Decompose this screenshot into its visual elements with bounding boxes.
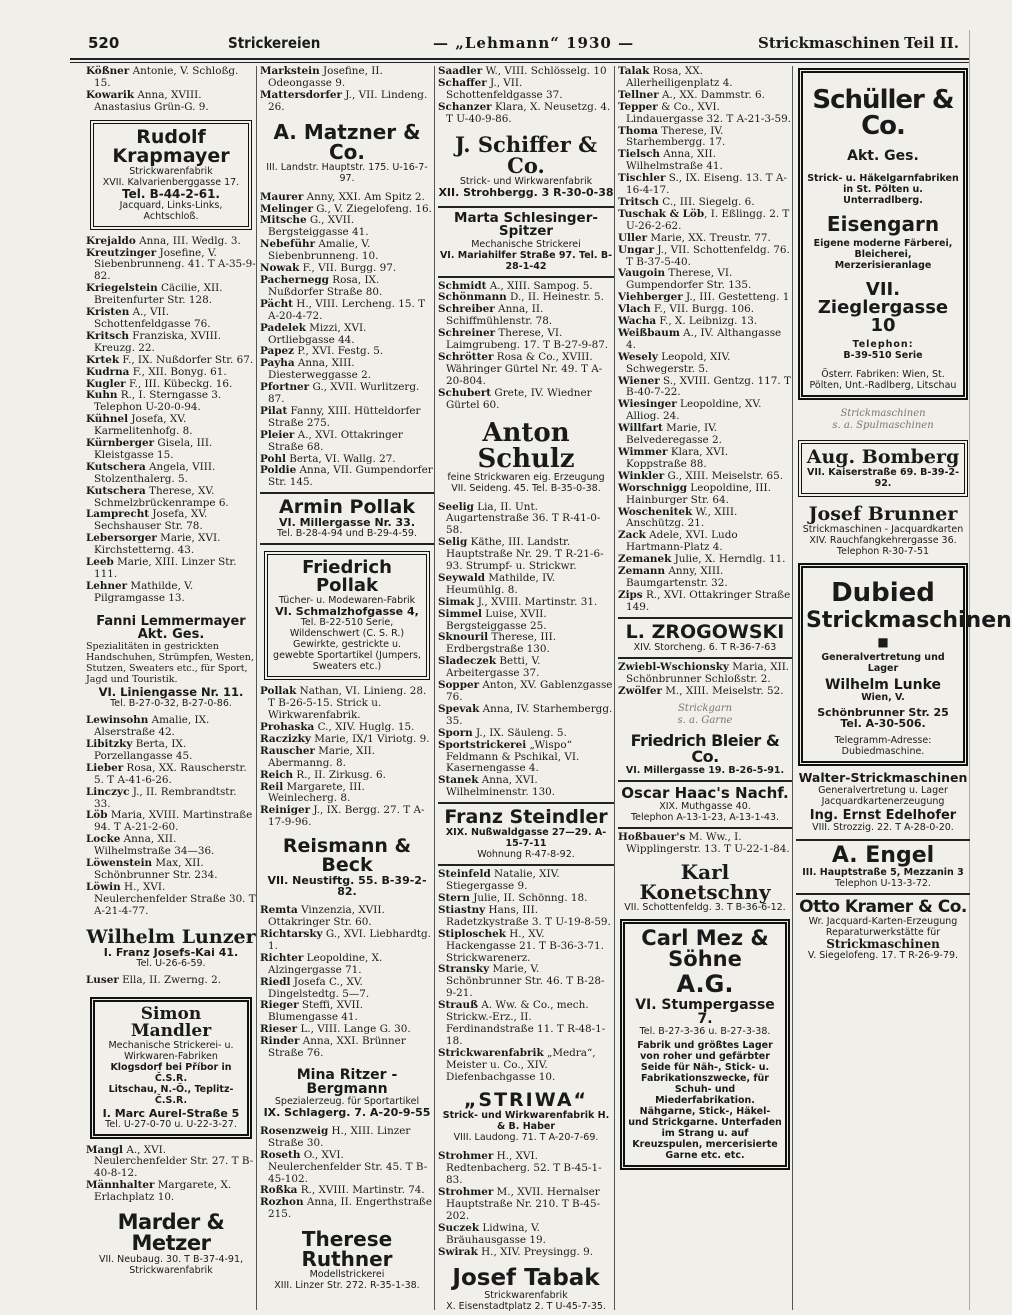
list-item: Weißbaum A., IV. Althangasse 4.	[618, 326, 782, 351]
ad-mandler: Simon Mandler Mechanische Strickerei- u. Wirkwaren-Fabriken Klogsdorf bei Příbor in Č.S.R. Litschau, N.-Ö., Teplitz-Č.S.R. I. Marc Aurel-Straße 5 Tel. U-27-0-70 u. U-22-3-27.	[90, 997, 252, 1139]
list-item: Strohmer M., XVII. Hernalser Hauptstraße Nr. 210. T B-45-202.	[438, 1186, 601, 1222]
ad-marder-metzer: Marder & Metzer VII. Neubaug. 30. T B-37-4-91, Strickwarenfabrik	[98, 1210, 244, 1277]
list-item: Wesely Leopold, XIV. Schwegerstr. 5.	[618, 350, 731, 375]
list-item: Payha Anna, XIII. Diesterweggasse 2.	[260, 357, 371, 382]
divider	[796, 839, 970, 841]
page-number: 520	[88, 34, 120, 52]
ad-bleier: Friedrich Bleier & Co. VI. Millergasse 19. B-26-5-91.	[625, 731, 785, 777]
list-item: Pilat Fanny, XIII. Hütteldorfer Straße 275.	[260, 404, 421, 429]
list-item: Vlach F., VII. Burgg. 106.	[618, 303, 755, 316]
list-item: Rosenzweig H., XIII. Linzer Straße 30.	[260, 1124, 411, 1149]
list-item: Vaugoin Therese, VI. Gumpendorfer Str. 135.	[618, 267, 752, 292]
list-item: Remta Vinzenzia, XVII. Ottakringer Str. 60.	[260, 904, 385, 929]
ad-haac: Oscar Haac's Nachf. XIX. Muthgasse 40. Telephon A-13-1-23, A-13-1-43.	[621, 784, 789, 824]
list-item: Seelig Lia, II. Unt. Augartenstraße 36. T R-41-0-58.	[438, 500, 601, 537]
list-item: Suczek Lidwina, V. Bräuhausgasse 19.	[438, 1221, 546, 1246]
list-item: Rauscher Marie, XII. Abermanng. 8.	[260, 744, 376, 769]
list-item: Zemann Anny, XIII. Baumgartenstr. 32.	[618, 565, 728, 589]
list-item: Schubert Grete, IV. Wiedner Gürtel 60.	[438, 386, 592, 411]
list-item: Zemanek Julie, X. Herndlg. 11.	[618, 553, 786, 566]
ad-zrogowski: L. ZROGOWSKI XIV. Storcheng. 6. T R-36-7-63	[625, 620, 785, 653]
list-item: Tuschak & Löb, I. Eßlingg. 2. T U-26-2-62.	[618, 207, 790, 232]
ad-ruthner: Therese Ruthner Modellstrickerei XIII. Linzer Str. 272. R-35-1-38.	[274, 1227, 420, 1292]
cross-reference: Strickgarn s. a. Garne	[677, 703, 733, 727]
ad-bomberg: Aug. Bomberg VII. Kaiserstraße 69. B-39-2-92.	[798, 440, 968, 497]
divider	[438, 276, 614, 278]
list-item: Kreutzinger Josefine, V. Siebenbrunneng. 41. T A-35-9-82.	[86, 246, 256, 283]
list-item: Stransky Marie, V. Schönbrunner Str. 46. T B-28-9-21.	[438, 963, 605, 1000]
list-item: Simmel Luise, XVII. Bergsteiggasse 25.	[438, 607, 547, 632]
list-item: Tritsch C., III. Siegelg. 6.	[618, 195, 755, 208]
column-1	[86, 66, 256, 1310]
ad-kramer: Otto Kramer & Co. Wr. Jacquard-Karten-Erzeugung Reparaturwerkstätte für Strickmaschinen V. Siegelofeng. 17. T R-26-9-79.	[799, 896, 967, 961]
list-item: Schreiner Therese, VI. Laimgrubeng. 17. T B-27-9-87.	[438, 327, 609, 352]
directory-page	[70, 30, 1012, 1312]
list-item: Locke Anna, XII. Wilhelmstraße 34—36.	[86, 833, 215, 858]
list-item: Mitsche G., XVII. Bergsteiggasse 41.	[260, 214, 369, 239]
list-item: Sopper Anton, XV. Gablenzgasse 76.	[438, 679, 613, 703]
list-item: Strohmer H., XVI. Redtenbacherg. 52. T B-45-1-83.	[438, 1150, 602, 1187]
list-item: Ungar J., VII. Schottenfeldg. 76. T B-37-5-40.	[618, 243, 790, 268]
ad-matzner: A. Matzner & Co. III. Landstr. Hauptstr. 175. U-16-7-97.	[266, 119, 428, 184]
list-item: Padelek Mizzi, XVI. Ortliebgasse 44.	[260, 321, 367, 346]
list-item: Mattersdorfer J., VII. Lindeng. 26.	[260, 88, 428, 113]
ad-lemmermayer: Fanni Lemmermayer Akt. Ges. Spezialitäten in gestrickten Handschuhen, Strümpfen, Westen, Stutzen, Sweaters etc., für Sport, Jagd und Touristik. VI. Liniengasse Nr. 11. Tel. B-27-0-32, B-27-0-86.	[86, 613, 254, 710]
list-item: Poldie Anna, VII. Gumpendorfer Str. 145.	[260, 464, 433, 489]
list-item: Thoma Therese, IV. Starhembergg. 17.	[618, 124, 726, 149]
list-item: Luser Ella, II. Zwerng. 2.	[86, 973, 222, 986]
list-item: Markstein Josefine, II. Odeongasse 9.	[260, 65, 383, 89]
list-item: Kutschera Therese, XV. Schmelzbrückenrampe 6.	[86, 484, 229, 509]
list-item: Viehberger J., III. Gestetteng. 1	[618, 291, 790, 304]
list-item: Hoßbauer's M. Ww., I. Wipplingerstr. 13. T U-22-1-84.	[618, 831, 790, 856]
ad-konetschny: Karl Konetschny VII. Schottenfeldg. 3. T B-36-6-12.	[624, 860, 786, 914]
list-item: Uller Marie, XX. Treustr. 77.	[618, 231, 771, 244]
page-header	[88, 34, 964, 58]
list-item: Rieser L., VIII. Lange G. 30.	[260, 1023, 411, 1036]
list-item: Pleier A., XVI. Ottakringer Straße 68.	[260, 428, 403, 453]
column-2	[256, 66, 434, 1310]
list-item: Zips R., XVI. Ottakringer Straße 149.	[618, 588, 791, 613]
column-5	[792, 66, 1012, 1310]
list-item: Sknouril Therese, III. Erdbergstraße 130.	[438, 631, 557, 656]
list-item: Löwin H., XVI. Neulerchenfelder Straße 30. T A-21-4-77.	[86, 880, 256, 917]
list-item: Linczyc J., II. Rembrandtstr. 33.	[86, 785, 237, 810]
divider	[438, 802, 614, 804]
list-item: Kugler F., III. Kübeckg. 16.	[86, 377, 233, 390]
ad-mez: Carl Mez & Söhne A.G. VI. Stumpergasse 7. Tel. B-27-3-36 u. B-27-3-38. Fabrik und größtes Lager von roher und gefärbter Seide für Näh-, Stick- u. Fabrikationszwecke, für Schuh- und Miederfabrikation. Nähgarne, Stick-, Häkel- und Strickgarne. Unterfaden im Strang u. auf Kreuzspulen, mercerisierte Garne etc. etc.	[620, 919, 790, 1170]
list-item: Richter Leopoldine, X. Alzingergasse 71.	[260, 951, 383, 976]
list-item: Kristen A., VII. Schottenfeldgasse 76.	[86, 306, 211, 330]
list-item: Tielsch Anna, XII. Wilhelmstraße 41.	[618, 148, 723, 173]
ad-schlesinger: Marta Schlesinger-Spitzer Mechanische Strickerei VI. Mariahilfer Straße 97. Tel. B-28-1-42	[439, 209, 613, 272]
list-item: Seywald Mathilde, IV. Heumühlg. 8.	[438, 571, 556, 596]
divider	[260, 492, 434, 494]
ad-armin-pollak: Armin Pollak VI. Millergasse Nr. 33. Tel. B-28-4-94 und B-29-4-59.	[277, 496, 417, 540]
list-item: Löwenstein Max, XII. Schönbrunner Str. 234.	[86, 857, 218, 881]
ad-friedrich-pollak: Friedrich Pollak Tücher- u. Modewaren-Fabrik VI. Schmalzhofgasse 4, Tel. B-22-510 Serie, Wildenschwert (C. S. R.) Gewirkte, gestrickte u. gewebte Sportartikel (Jumpers, Sweaters etc.)	[264, 551, 430, 680]
list-item: Strauß A. Ww. & Co., mech. Strickw.-Erz., II. Ferdinandstraße 11. T R-48-1-18.	[438, 999, 606, 1047]
list-item: Prohaska C., XIV. Huglg. 15.	[260, 721, 415, 733]
list-item: Zwölfer M., XIII. Meiselstr. 52.	[618, 684, 784, 697]
list-item: Rinder Anna, XXI. Brünner Straße 76.	[260, 1035, 406, 1060]
list-item: Männhalter Margarete, X. Erlachplatz 10.	[86, 1179, 232, 1204]
list-item: Saadler W., VIII. Schlösselg. 10	[438, 65, 607, 77]
category-heading: Strickereien	[228, 34, 321, 52]
list-item: Pächt H., VIII. Lercheng. 15. T A-20-4-72.	[260, 297, 426, 322]
list-item: Kutschera Angela, VIII. Stolzenthalerg. 5.	[86, 460, 216, 485]
list-item: Roßka R., XVIII. Martinstr. 74.	[260, 1184, 425, 1197]
list-item: Selig Käthe, III. Landstr. Hauptstraße Nr. 29. T R-21-6-93. Strumpf- u. Strickwr.	[438, 536, 604, 573]
divider	[618, 657, 792, 659]
ad-anton-schulz: Anton Schulz feine Strickwaren eig. Erzeugung VII. Seideng. 45. Tel. B-35-0-38.	[447, 417, 605, 494]
list-item: Reich R., II. Zirkusg. 6.	[260, 768, 386, 781]
list-item: Krtek F., IX. Nußdorfer Str. 67.	[86, 353, 254, 366]
directory-title: — „Lehmann“ 1930 —	[433, 34, 635, 52]
ad-steindler: Franz Steindler XIX. Nußwaldgasse 27—29. A-15-7-11 Wohnung R-47-8-92.	[444, 806, 608, 861]
list-item: Wiener S., XVIII. Gentzg. 117. T B-40-7-22.	[618, 374, 791, 399]
list-item: Nebeführ Amalie, V. Siebenbrunneng. 10.	[260, 238, 379, 263]
list-item: Simak J., XVIII. Martinstr. 31.	[438, 595, 598, 608]
ad-striwa: „STRIWA“ Strick- und Wirkwarenfabrik H. & B. Haber VIII. Laudong. 71. T A-20-7-69.	[442, 1089, 610, 1144]
list-item: Kürnberger Gisela, III. Kleistgasse 15.	[86, 437, 213, 461]
list-item: Steinfeld Natalie, XIV. Stiegergasse 9.	[438, 868, 560, 893]
list-item: Stanek Anna, XVI. Wilhelminenstr. 130.	[438, 774, 556, 799]
list-item: Kowarik Anna, XVIII. Anastasius Grün-G. 9.	[86, 88, 209, 113]
list-item: Lieber Rosa, XX. Rauscherstr. 5. T A-41-6-26.	[86, 761, 247, 786]
list-item: Tischler S., IX. Eiseng. 13. T A-16-4-17.	[618, 172, 787, 197]
list-item: Mangl A., XVI. Neulerchenfelder Str. 27. T B-40-8-12.	[86, 1143, 254, 1180]
list-item: Wimmer Klara, XVI. Koppstraße 88.	[618, 446, 729, 470]
list-item: Willfart Marie, IV. Belvederegasse 2.	[618, 422, 722, 447]
list-item: Lamprecht Josefa, XV. Sechshauser Str. 78.	[86, 508, 208, 533]
list-item: Reiniger J., IX. Bergg. 27. T A-17-9-96.	[260, 804, 425, 829]
list-item: Spevak Anna, IV. Starhembergg. 35.	[438, 702, 613, 727]
list-item: Reil Margarete, III. Weinlecherg. 8.	[260, 780, 365, 805]
list-item: Schreiber Anna, II. Schiffmühlenstr. 78.	[438, 303, 553, 328]
square-bullet-icon: ■	[877, 635, 889, 649]
list-item: Zwiebl-Wschionsky Maria, XII. Schönbrunner Schloßstr. 2.	[618, 660, 790, 685]
list-item: Kritsch Franziska, XVIII. Kreuzg. 22.	[86, 329, 222, 354]
ad-schueller: Schüller & Co. Akt. Ges. Strick- u. Häkelgarnfabriken in St. Pölten u. Unterradlberg. Eisengarn Eigene moderne Färberei, Bleicherei, Merzerisieranlage VII. Zieglergasse 10 Telephon: B-39-510 Serie Österr. Fabriken: Wien, St. Pölten, Unt.-Radlberg, Litschau	[798, 68, 968, 400]
ad-reismann-beck: Reismann & Beck VII. Neustiftg. 55. B-39-2-82.	[267, 835, 427, 899]
list-item: Pohl Berta, VI. Wallg. 27.	[260, 452, 396, 465]
list-item: Swirak H., XIV. Preysingg. 9.	[438, 1245, 594, 1258]
column-3	[434, 66, 614, 1310]
list-item: Talak Rosa, XX. Allerheiligenplatz 4.	[618, 65, 733, 89]
divider	[260, 543, 434, 545]
list-item: Schanzer Klara, X. Neusetzg. 4. T U-40-9-86.	[438, 100, 611, 125]
list-item: Wacha F., X. Leibnizg. 13.	[618, 315, 758, 328]
list-item: Nowak F., VII. Burgg. 97.	[260, 262, 397, 275]
list-item: Schmidt A., XIII. Sampog. 5.	[438, 279, 593, 292]
ad-krapmayer: Rudolf Krapmayer Strickwarenfabrik XVII. Kalvarienberggasse 17. Tel. B-44-2-61. Jacquard, Links-Links, Achtschloß.	[90, 120, 252, 230]
ad-ritzer-bergmann: Mina Ritzer - Bergmann Spezialerzeug. für Sportartikel IX. Schlagerg. 7. A-20-9-55	[263, 1066, 431, 1119]
list-item: Tepper & Co., XVI. Lindauergasse 32. T A-21-3-59.	[618, 100, 791, 125]
divider	[618, 827, 792, 829]
ad-engel: A. Engel III. Hauptstraße 5, Mezzanin 3 Telephon U-13-3-72.	[802, 842, 964, 889]
divider	[618, 780, 792, 782]
list-item: Wiesinger Leopoldine, XV. Alliog. 24.	[618, 398, 762, 423]
list-item: Kühnel Josefa, XV. Karmelitenhofg. 8.	[86, 413, 193, 438]
list-item: Riedl Josefa C., XV. Dingelstedtg. 5—7.	[260, 975, 370, 1000]
header-rule-thin	[70, 62, 969, 63]
list-item: Rieger Steffi, XVII. Blumengasse 41.	[260, 999, 364, 1024]
list-item: Papez P., XVI. Festg. 5.	[260, 345, 384, 358]
list-item: Worschnigg Leopoldine, III. Hainburger Str. 64.	[618, 481, 771, 506]
list-item: Schrötter Rosa & Co., XVIII. Währinger Gürtel Nr. 49. T A-20-804.	[438, 350, 603, 387]
part-label: Teil II.	[904, 34, 959, 52]
list-item: Raczizky Marie, IX/1 Viriotg. 9.	[260, 732, 430, 745]
list-item: Zack Adele, XVI. Ludo Hartmann-Platz 4.	[618, 529, 738, 554]
divider	[438, 206, 614, 208]
list-item: Richtarsky G., XVI. Liebhardtg. 1.	[260, 927, 431, 952]
list-item: Pollak Nathan, VI. Linieng. 28. T B-26-5-15. Strick u. Wirkwarenfabrik.	[260, 685, 427, 722]
list-item: Sladeczek Betti, V. Arbeitergasse 37.	[438, 655, 541, 680]
list-item: Stern Julie, II. Schönng. 18.	[438, 891, 588, 904]
column-4	[614, 66, 792, 1310]
ad-walter: Walter-Strickmaschinen Generalvertretung u. Lager Jacquardkartenerzeugung Ing. Ernst Edelhofer VIII. Strozzig. 22. T A-28-0-20.	[798, 770, 968, 833]
list-item: Stiploschek H., XV. Hackengasse 21. T B-36-3-71. Strickwarenerz.	[438, 927, 604, 964]
list-item: Roseth O., XVI. Neulerchenfelder Str. 45. T B-45-102.	[260, 1148, 428, 1185]
section-heading: Strickmaschinen	[758, 34, 901, 52]
list-item: Krejaldo Anna, III. Wedlg. 3.	[86, 234, 241, 247]
ad-dubied: Dubied Strickmaschinen ■ Generalvertretung und Lager Wilhelm Lunke Wien, V. Schönbrunner Str. 25 Tel. A-30-506. Telegramm-Adresse: Dubiedmaschine.	[798, 563, 968, 766]
list-item: Strickwarenfabrik „Medra“, Meister u. Co., XIV. Diefenbachgasse 10.	[438, 1046, 596, 1083]
divider	[796, 893, 970, 895]
list-item: Melinger G., V. Ziegelofeng. 16.	[260, 202, 432, 215]
ad-schiffer: J. Schiffer & Co. Strick- und Wirkwarenfabrik XII. Strohbergg. 3 R-30-0-38	[438, 131, 614, 199]
list-item: Libitzky Berta, IX. Porzellangasse 45.	[86, 738, 193, 762]
list-item: Sportstrickerei „Wispo“ Feldmann & Pschikal, VI. Kasernengasse 4.	[438, 738, 580, 775]
list-item: Woschenitek W., XIII. Anschützg. 21.	[618, 505, 738, 530]
list-item: Lewinsohn Amalie, IX. Alserstraße 42.	[86, 714, 210, 739]
list-item: Kuhn R., I. Sterngasse 3. Telephon U-20-0-94.	[86, 389, 222, 414]
ad-lunzer: Wilhelm Lunzer I. Franz Josefs-Kai 41. Tel. U-26-6-59.	[86, 925, 256, 969]
list-item: Stiastny Hans, III. Radetzkystraße 3. T U-19-8-59.	[438, 903, 611, 928]
list-item: Leeb Marie, XIII. Linzer Str. 111.	[86, 556, 237, 580]
list-item: Lebersorger Marie, XVI. Kirchstetterng. 43.	[86, 532, 221, 557]
list-item: Schaffer J., VII. Schottenfeldgasse 37.	[438, 76, 563, 101]
list-item: Maurer Anny, XXI. Am Spitz 2.	[260, 190, 425, 203]
list-item: Sporn J., IX. Säuleng. 5.	[438, 726, 567, 739]
list-item: Kudrna F., XII. Bonyg. 61.	[86, 365, 227, 378]
list-item: Löb Maria, XVIII. Martinstraße 94. T A-21-2-60.	[86, 809, 253, 834]
list-item: Kößner Antonie, V. Schloßg. 15.	[86, 65, 239, 89]
list-item: Tellner A., XX. Dammstr. 6.	[618, 88, 765, 101]
list-item: Schönmann D., II. Heinestr. 5.	[438, 291, 604, 304]
list-item: Rozhon Anna, II. Engerthstraße 215.	[260, 1196, 432, 1221]
list-item: Pfortner G., XVII. Wurlitzerg. 87.	[260, 381, 420, 406]
ad-brunner: Josef Brunner Strickmaschinen - Jacquardkarten XIV. Rauchfangkehrergasse 36. Telephon R-30-7-51	[802, 503, 964, 557]
list-item: Pachernegg Rosa, IX. Nußdorfer Straße 80.	[260, 273, 383, 298]
divider	[618, 617, 792, 619]
list-item: Winkler G., XIII. Meiselstr. 65.	[618, 469, 784, 482]
ad-tabak: Josef Tabak Strickwarenfabrik X. Eisenstadtplatz 2. T U-45-7-35.	[446, 1264, 606, 1312]
list-item: Lehner Mathilde, V. Pilgramgasse 13.	[86, 579, 194, 604]
cross-reference: Strickmaschinen s. a. Spulmaschinen	[832, 408, 934, 431]
header-rule	[70, 58, 969, 60]
list-item: Kriegelstein Cäcilie, XII. Breitenfurter Str. 128.	[86, 282, 223, 307]
divider	[438, 864, 614, 866]
